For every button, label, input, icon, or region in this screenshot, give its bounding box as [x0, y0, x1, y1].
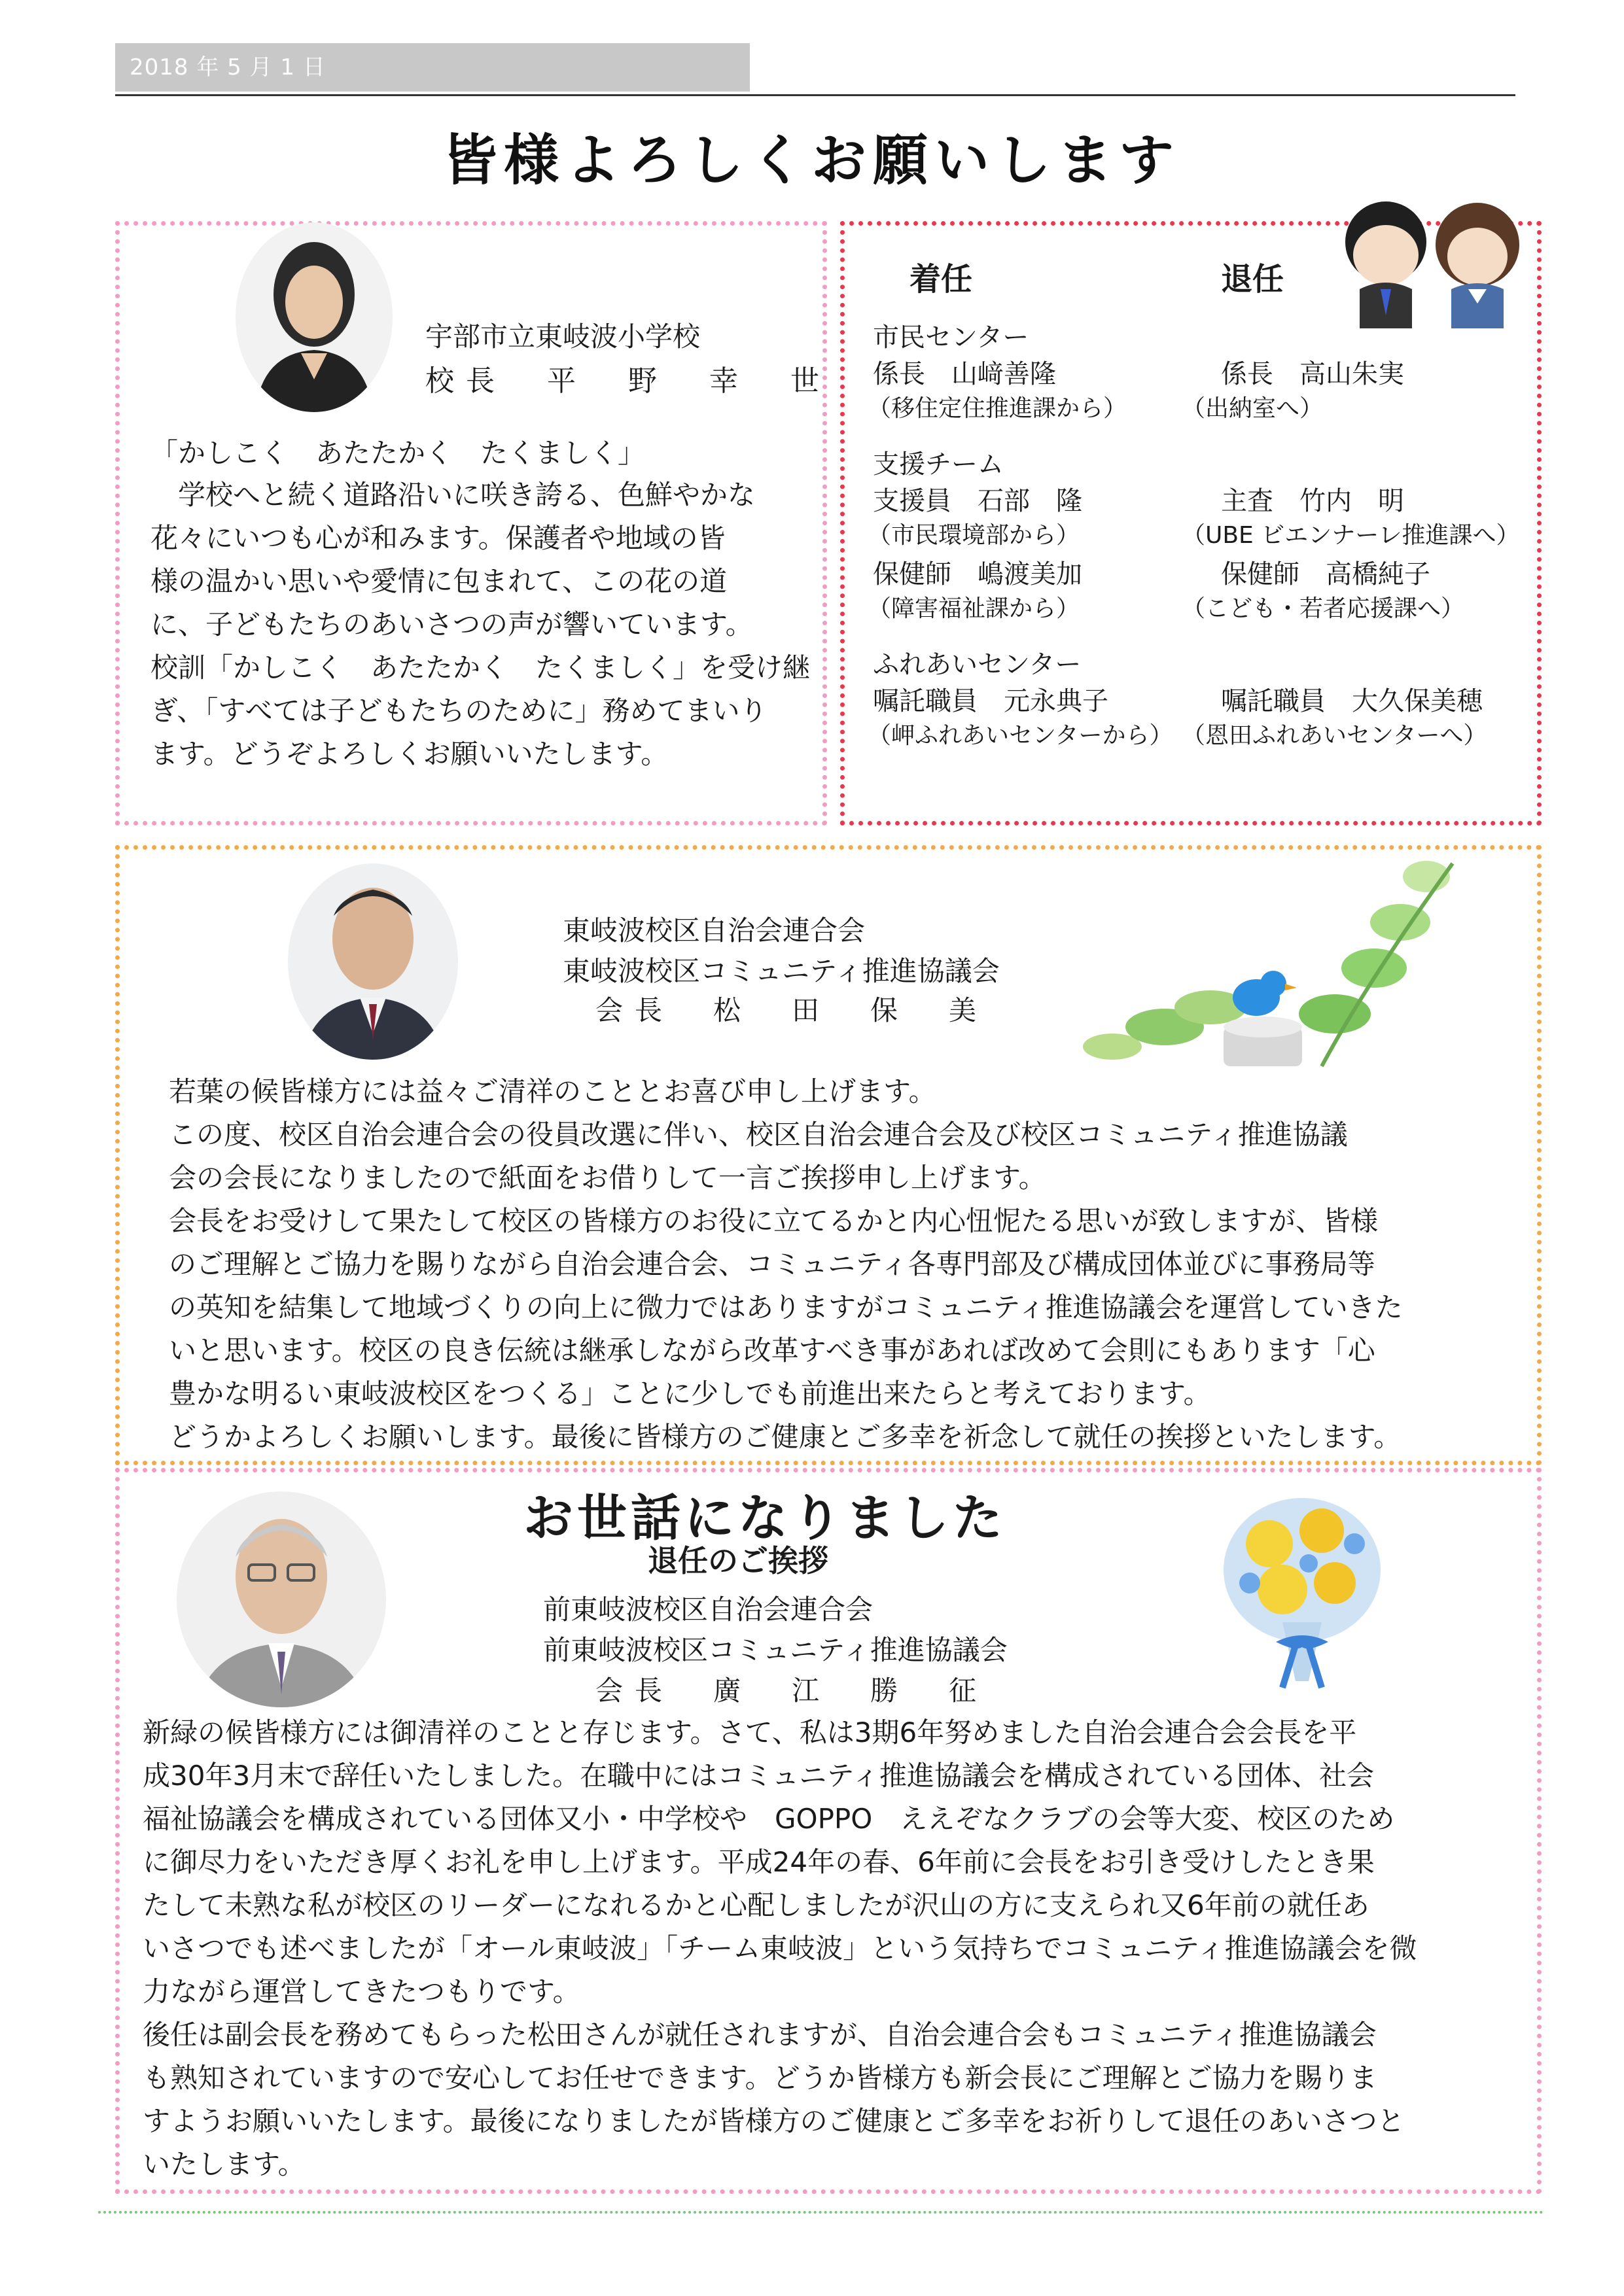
text-line: いさつでも述べましたが「オール東岐波」「チーム東岐波」という気持ちでコミュニティ推進協議会を微: [143, 1932, 1417, 1964]
text-line: ます。どうぞよろしくお願いいたします。: [150, 738, 669, 770]
text-line: 様の温かい思いや愛情に包まれて、この花の道: [150, 565, 728, 597]
page-title: 皆様よろしくお願いします: [442, 128, 1180, 192]
leave-note: （出納室へ）: [1182, 395, 1324, 422]
former-org-1: 前東岐波校区自治会連合会: [543, 1593, 874, 1626]
new-chair-photo: [288, 863, 458, 1060]
staff-category: ふれあいセンター: [873, 650, 1082, 680]
arrive-note: （市民環境部から）: [868, 522, 1080, 549]
leave-note: （UBE ビエンナーレ推進課へ）: [1182, 522, 1520, 549]
arrive-note: （移住定住推進課から）: [868, 395, 1127, 422]
text-line: の英知を結集して地域づくりの向上に微力ではありますがコミュニティ推進協議会を運営していきた: [169, 1291, 1403, 1323]
leave-note: （恩田ふれあいセンターへ）: [1182, 722, 1487, 749]
new-chair-message: [169, 1070, 1403, 1459]
text-line: も熟知されていますので安心してお任せできます。どうか皆様方も新会長にご理解とご協力を賜りま: [143, 2062, 1377, 2094]
arrive-heading: 着任: [909, 261, 973, 298]
leave-name: 嘱託職員 大久保美穂: [1221, 686, 1483, 716]
text-line: 会長をお受けして果たして校区の皆様方のお役に立てるかと内心忸怩たる思いが致しますが、皆様: [169, 1205, 1379, 1237]
text-line: 豊かな明るい東岐波校区をつくる」ことに少しでも前進出来たらと考えております。: [169, 1378, 1211, 1410]
issue-date: 2018 年 5 月 1 日: [115, 43, 750, 92]
former-org-2: 前東岐波校区コミュニティ推進協議会: [543, 1634, 1008, 1666]
text-line: 花々にいつも心が和みます。保護者や地域の皆: [150, 522, 726, 554]
chair-org-1: 東岐波校区自治会連合会: [563, 914, 866, 947]
text-line: すようお願いいたします。最後になりましたが皆様方のご健康とご多幸をお祈りして退任のあいさつと: [143, 2105, 1405, 2137]
text-line: たして未熟な私が校区のリーダーになれるかと心配しましたが沢山の方に支えられ又6年前の就任あ: [143, 1889, 1369, 1921]
text-line: 校訓「かしこく あたたかく たくましく」を受け継: [150, 652, 811, 684]
text-line: いと思います。校区の良き伝統は継承しながら改革すべき事があれば改めて会則にもあります「心: [169, 1334, 1375, 1366]
text-line: 新緑の候皆様方には御清祥のことと存じます。さて、私は3期6年努めました自治会連合会会長を平: [143, 1716, 1357, 1748]
text-line: に御尽力をいただき厚くお礼を申し上げます。平成24年の春、6年前に会長をお引き受けしたとき果: [143, 1846, 1375, 1878]
header-rule: [115, 94, 1515, 96]
text-line: この度、校区自治会連合会の役員改選に伴い、校区自治会連合会及び校区コミュニティ推進協議: [169, 1119, 1348, 1151]
leave-name: 保健師 高橋純子: [1221, 559, 1430, 589]
text-line: のご理解とご協力を賜りながら自治会連合会、コミュニティ各専門部及び構成団体並びに事務局等: [169, 1248, 1375, 1280]
leave-name: 主査 竹内 明: [1221, 486, 1404, 516]
text-line: 若葉の候皆様方には益々ご清祥のこととお喜び申し上げます。: [169, 1075, 936, 1107]
text-line: 力ながら運営してきたつもりです。: [143, 1975, 580, 2008]
chair-org-2: 東岐波校区コミュニティ推進協議会: [563, 955, 1000, 987]
former-chair-photo: [177, 1491, 386, 1707]
arrive-name: 係長 山﨑善隆: [873, 359, 1056, 389]
arrive-name: 嘱託職員 元永典子: [873, 686, 1108, 716]
principal-school: 宇部市立東岐波小学校: [425, 321, 701, 353]
principal-photo: [236, 222, 393, 412]
farewell-subtitle: 退任のご挨拶: [648, 1543, 828, 1578]
principal-message: [150, 474, 810, 776]
farewell-message: [143, 1711, 1417, 2186]
text-line: 会の会長になりましたので紙面をお借りして一言ご挨拶申し上げます。: [169, 1162, 1046, 1194]
arrive-note: （岬ふれあいセンターから）: [868, 722, 1173, 749]
text-line: 学校へと続く道路沿いに咲き誇る、色鮮やかな: [150, 479, 756, 511]
text-line: 成30年3月末で辞任いたしました。在職中にはコミュニティ推進協議会を構成されている団体、社会: [143, 1760, 1374, 1792]
text-line: ぎ、「すべては子どもたちのために」務めてまいり: [150, 695, 768, 727]
footer-rule: [98, 2211, 1544, 2214]
text-line: 福祉協議会を構成されている団体又小・中学校や GOPPO ええぞなクラブの会等大変、校区のため: [143, 1803, 1395, 1835]
arrive-note: （障害福祉課から）: [868, 595, 1080, 622]
staff-category: 市民センター: [873, 322, 1029, 353]
chair-name: 会長 松 田 保 美: [595, 994, 989, 1026]
arrive-name: 支援員 石部 隆: [873, 486, 1082, 516]
bird-leaves-illustration: [1060, 850, 1479, 1086]
principal-motto: 「かしこく あたたかく たくましく」: [150, 437, 646, 469]
former-chair-name: 会長 廣 江 勝 征: [595, 1675, 989, 1707]
leave-name: 係長 高山朱実: [1221, 359, 1404, 389]
farewell-title: お世話になりました: [523, 1489, 1006, 1547]
text-line: に、子どもたちのあいさつの声が響いています。: [150, 608, 753, 640]
principal-name: 校長 平 野 幸 世: [425, 364, 831, 398]
leave-heading: 退任: [1221, 261, 1284, 298]
staff-category: 支援チーム: [873, 449, 1004, 479]
text-line: 後任は副会長を務めてもらった松田さんが就任されますが、自治会連合会もコミュニティ推進協議会: [143, 2019, 1377, 2051]
text-line: いたします。: [143, 2148, 306, 2180]
text-line: どうかよろしくお願いします。最後に皆様方のご健康とご多幸を祈念して就任の挨拶といたします。: [169, 1421, 1402, 1453]
leave-note: （こども・若者応援課へ）: [1182, 595, 1465, 622]
staff-characters-illustration: [1335, 191, 1531, 328]
bouquet-illustration: [1210, 1472, 1394, 1707]
arrive-name: 保健師 嶋渡美加: [873, 559, 1082, 589]
